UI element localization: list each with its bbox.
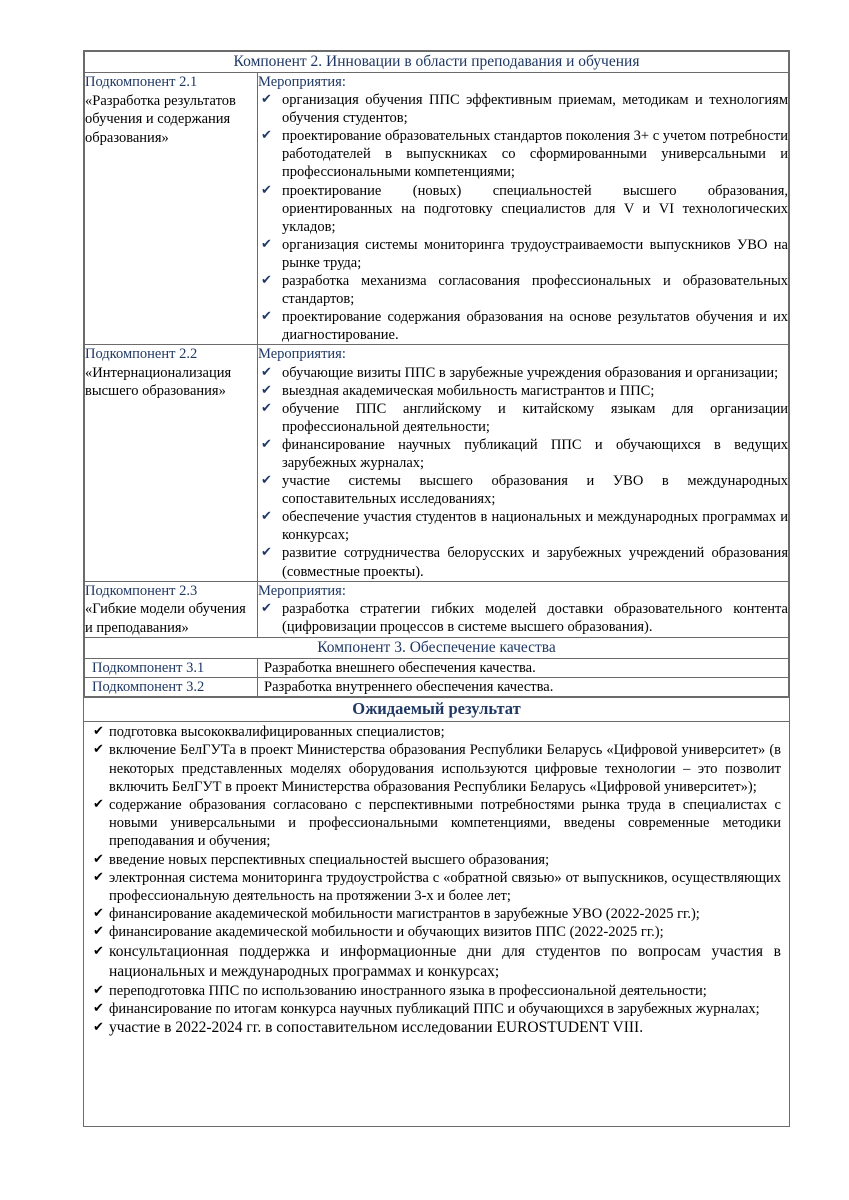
check-icon: ✔: [261, 182, 272, 198]
subcomponent-cell: [85, 581, 258, 638]
check-icon: ✔: [93, 906, 104, 922]
check-icon: ✔: [261, 236, 272, 252]
list-item: ✔ участие в 2022-2024 гг. в сопоставительном исследовании EUROSTUDENT VIII.: [93, 1018, 644, 1036]
activities-list: [258, 364, 788, 581]
check-icon: ✔: [93, 796, 104, 812]
list-item: ✔ проектирование (новых) специальностей высшего образования, ориентированных на подготовку специалистов для V и VI технологических укладов;: [261, 182, 788, 235]
list-item: ✔ переподготовка ППС по использованию иностранного языка в профессиональной деятельности;: [93, 982, 707, 999]
list-item: ✔ организация системы мониторинга трудоустраиваемости выпускников УВО на рынке труда;: [261, 236, 788, 271]
subcomponent-value: Разработка внутреннего обеспечения качества.: [258, 678, 789, 697]
subcomponent-label: Подкомпонент 2.3: [85, 582, 198, 599]
check-icon: ✔: [93, 1019, 104, 1035]
subcomponent-cell: [85, 73, 258, 345]
subcomponent-name: «Разработка результатов обучения и содержания образования»: [85, 92, 236, 146]
check-icon: ✔: [93, 851, 104, 867]
subcomponent-name: «Гибкие модели обучения и преподавания»: [85, 601, 246, 636]
list-item: ✔ финансирование академической мобильности и обучающих визитов ППС (2022-2025 гг.);: [93, 924, 664, 941]
activities-title: Мероприятия:: [258, 582, 346, 599]
check-icon: ✔: [93, 1000, 104, 1016]
table-row: [85, 659, 789, 678]
expected-result-section: [84, 721, 789, 1038]
activities-list: [258, 600, 788, 636]
check-icon: ✔: [261, 509, 272, 525]
subcomponent-cell: [85, 345, 258, 581]
check-icon: ✔: [261, 436, 272, 452]
check-icon: ✔: [261, 382, 272, 398]
table-row: [85, 678, 789, 697]
activities-cell: [258, 345, 789, 581]
list-item: ✔ организация обучения ППС эффективным приемам, методикам и технологиям обучения студентов;: [261, 92, 788, 127]
list-item: ✔ содержание образования согласовано с перспективными потребностями рынка труда в специалистах с новыми универсальными и профессиональными компетенциями, введены современные методики преподавания и обучения;: [93, 796, 781, 850]
check-icon: ✔: [261, 309, 272, 325]
component-3-title: Компонент 3. Обеспечение качества: [85, 638, 789, 659]
list-item: ✔ введение новых перспективных специальностей высшего образования;: [93, 851, 550, 868]
activities-cell: [258, 581, 789, 638]
check-icon: ✔: [261, 364, 272, 380]
subcomponent-label: Подкомпонент 2.1: [85, 74, 198, 90]
activities-cell: [258, 73, 789, 345]
list-item: ✔ электронная система мониторинга трудоустройства с «обратной связью» от выпускников, осуществляющих профессиональную деятельность на протяжении 3-х и более лет;: [93, 869, 781, 904]
check-icon: ✔: [261, 545, 272, 561]
list-item: ✔ проектирование содержания образования на основе результатов обучения и их диагностирование.: [261, 309, 788, 344]
activities-title: Мероприятия:: [258, 346, 346, 363]
activities-list: [258, 91, 788, 344]
list-item: ✔ разработка стратегии гибких моделей доставки образовательного контента (цифровизации процессов в системе высшего образования).: [261, 600, 788, 635]
list-item: ✔ разработка механизма согласования профессиональных и образовательных стандартов;: [261, 273, 788, 308]
subcomponent-label: Подкомпонент 2.2: [85, 346, 198, 363]
check-icon: ✔: [261, 128, 272, 144]
check-icon: ✔: [93, 924, 104, 940]
check-icon: ✔: [261, 600, 272, 616]
subcomponent-row: [85, 581, 789, 638]
subcomponent-label: Подкомпонент 3.2: [85, 678, 258, 697]
component-2-title: Компонент 2. Инновации в области преподавания и обучения: [85, 52, 789, 73]
subcomponent-label: Подкомпонент 3.1: [85, 659, 258, 678]
list-item: ✔ проектирование образовательных стандартов поколения 3+ с учетом потребности работодателей в выпускниках со сформированными универсальными и профессиональными компетенциями;: [261, 128, 788, 181]
expected-result-title: Ожидаемый результат: [84, 697, 789, 721]
subcomponent-row: [85, 73, 789, 345]
list-item: ✔ обучающие визиты ППС в зарубежные учреждения образования и организации;: [261, 364, 779, 381]
list-item: ✔ финансирование академической мобильности магистрантов в зарубежные УВО (2022-2025 гг.);: [93, 906, 700, 923]
list-item: ✔ включение БелГУТа в проект Министерства образования Республики Беларусь «Цифровой университет» (в некоторых представленных моделях оборудования используются цифровые технологии – это позволит включить БелГУТ в проект Министерства образования Республики Беларусь «Цифровой университет»);: [93, 742, 781, 795]
check-icon: ✔: [93, 742, 104, 758]
list-item: ✔ подготовка высококвалифицированных специалистов;: [93, 724, 445, 741]
check-icon: ✔: [261, 473, 272, 489]
subcomponent-row: [85, 345, 789, 581]
check-icon: ✔: [93, 869, 104, 885]
document-page: [83, 50, 790, 1127]
check-icon: ✔: [93, 724, 104, 740]
subcomponent-name: «Интернационализация высшего образования»: [85, 364, 232, 400]
check-icon: ✔: [261, 273, 272, 289]
check-icon: ✔: [261, 400, 272, 416]
check-icon: ✔: [261, 92, 272, 108]
component-table: [84, 51, 789, 697]
check-icon: ✔: [93, 982, 104, 998]
list-item: ✔ обучение ППС английскому и китайскому языкам для организации профессиональной деятельности;: [261, 400, 788, 435]
check-icon: ✔: [93, 943, 104, 959]
list-item: ✔ обеспечение участия студентов в национальных и международных программах и конкурсах;: [261, 509, 788, 544]
list-item: ✔ участие системы высшего образования и УВО в международных сопоставительных исследованиях;: [261, 473, 788, 508]
list-item: ✔ финансирование научных публикаций ППС и обучающихся в ведущих зарубежных журналах;: [261, 436, 788, 471]
activities-title: Мероприятия:: [258, 74, 346, 90]
expected-result-list: [92, 723, 781, 1038]
list-item: ✔ финансирование по итогам конкурса научных публикаций ППС и обучающихся в зарубежных журналах;: [93, 1000, 760, 1017]
subcomponent-value: Разработка внешнего обеспечения качества.: [258, 659, 789, 678]
list-item: ✔ консультационная поддержка и информационные дни для студентов по вопросам участия в национальных и международных программах и конкурсах;: [93, 942, 781, 980]
list-item: ✔ выездная академическая мобильность магистрантов и ППС;: [261, 382, 655, 399]
list-item: ✔ развитие сотрудничества белорусских и зарубежных учреждений образования (совместные проекты).: [261, 545, 788, 580]
